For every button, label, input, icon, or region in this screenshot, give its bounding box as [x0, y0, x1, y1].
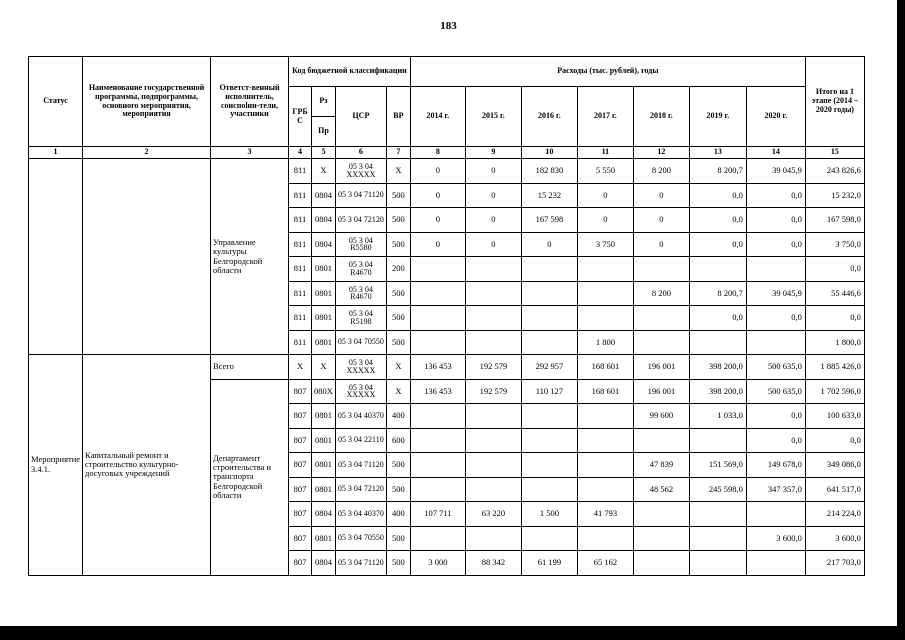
cell-grbs: X: [289, 355, 312, 380]
cell-y2014: 136 453: [410, 355, 465, 380]
cell-y2014: [410, 453, 465, 478]
cell-y2015: [465, 477, 521, 502]
col-number: 3: [211, 147, 289, 159]
cell-y2018: [633, 257, 689, 282]
col-number: 13: [689, 147, 746, 159]
cell-y2019: 245 598,0: [689, 477, 746, 502]
cell-csr: 05 3 04 XXXXX: [335, 379, 386, 404]
cell-total: 0,0: [805, 306, 864, 331]
cell-y2016: [521, 330, 577, 355]
cell-y2020: 39 045,9: [746, 159, 805, 184]
cell-y2017: [577, 257, 633, 282]
cell-y2014: [410, 257, 465, 282]
cell-y2020: 0,0: [746, 208, 805, 233]
cell-y2015: 192 579: [465, 379, 521, 404]
cell-y2014: [410, 330, 465, 355]
col-number: 7: [386, 147, 410, 159]
col-number: 14: [746, 147, 805, 159]
cell-vr: 500: [386, 477, 410, 502]
cell-y2015: [465, 257, 521, 282]
cell-grbs: 807: [289, 502, 312, 527]
header-executor: Ответст-венный исполнитель, соиспolни-тели, участники: [211, 57, 289, 147]
cell-csr: 05 3 04 R5580: [335, 232, 386, 257]
cell-y2017: 1 800: [577, 330, 633, 355]
cell-y2016: [521, 257, 577, 282]
cell-csr: 05 3 04 40370: [335, 404, 386, 429]
cell-y2015: [465, 404, 521, 429]
cell-rz: 0804: [312, 502, 336, 527]
cell-grbs: 811: [289, 257, 312, 282]
cell-y2020: 0,0: [746, 428, 805, 453]
cell-grbs: 811: [289, 183, 312, 208]
col-number: 9: [465, 147, 521, 159]
cell-rz: X: [312, 355, 336, 380]
cell-grbs: 807: [289, 379, 312, 404]
cell-y2019: 0,0: [689, 306, 746, 331]
cell-y2014: 0: [410, 183, 465, 208]
cell-vr: 400: [386, 502, 410, 527]
cell-rz: X: [312, 159, 336, 184]
cell-vr: 500: [386, 453, 410, 478]
cell-grbs: 807: [289, 551, 312, 576]
cell-grbs: 811: [289, 208, 312, 233]
cell-rz: 0801: [312, 306, 336, 331]
cell-y2017: 0: [577, 183, 633, 208]
cell-total: 55 446,6: [805, 281, 864, 306]
cell-vr: 500: [386, 551, 410, 576]
cell-y2018: 8 200: [633, 159, 689, 184]
cell-total: 100 633,0: [805, 404, 864, 429]
header-year-2018: 2018 г.: [633, 87, 689, 147]
cell-y2017: [577, 306, 633, 331]
cell-rz: 0801: [312, 257, 336, 282]
col-number: 2: [83, 147, 211, 159]
cell-y2016: [521, 281, 577, 306]
column-number-row: [29, 147, 865, 159]
cell-total: 3 750,0: [805, 232, 864, 257]
header-budget-code: Код бюджетной классификации: [289, 57, 411, 87]
cell-y2016: [521, 404, 577, 429]
status-cell: Мероприятие 3.4.1.: [29, 355, 83, 576]
budget-table: [28, 56, 865, 576]
cell-y2015: [465, 526, 521, 551]
cell-y2019: 0,0: [689, 208, 746, 233]
cell-csr: 05 3 04 70550: [335, 330, 386, 355]
cell-grbs: 807: [289, 526, 312, 551]
header-total: Итого на 1 этапе (2014 – 2020 годы): [805, 57, 864, 147]
cell-y2016: [521, 477, 577, 502]
name-cell: Капитальный ремонт и строительство культурно-досуговых учреждений: [83, 355, 211, 576]
header-rz: Рз: [312, 87, 336, 117]
cell-grbs: 811: [289, 159, 312, 184]
col-number: 5: [312, 147, 336, 159]
cell-vr: X: [386, 159, 410, 184]
cell-total: 0,0: [805, 428, 864, 453]
table-row: [29, 159, 865, 184]
header-name: Наименование государственной программы, подпрограммы, основного мероприятия, мероприятия: [83, 57, 211, 147]
cell-rz: 0804: [312, 183, 336, 208]
cell-y2020: 39 045,9: [746, 281, 805, 306]
cell-y2017: 41 793: [577, 502, 633, 527]
cell-y2020: [746, 551, 805, 576]
cell-y2017: [577, 526, 633, 551]
header-expenses: Расходы (тыс. рублей), годы: [410, 57, 805, 87]
cell-y2018: 47 839: [633, 453, 689, 478]
cell-y2017: 168 601: [577, 379, 633, 404]
cell-y2019: [689, 257, 746, 282]
cell-vr: X: [386, 379, 410, 404]
cell-y2015: 63 220: [465, 502, 521, 527]
col-number: 11: [577, 147, 633, 159]
cell-y2019: [689, 428, 746, 453]
cell-y2016: 15 232: [521, 183, 577, 208]
cell-y2017: 0: [577, 208, 633, 233]
header-pr: Пр: [312, 117, 336, 147]
cell-grbs: 807: [289, 453, 312, 478]
cell-y2016: [521, 526, 577, 551]
cell-y2015: 0: [465, 183, 521, 208]
cell-y2018: [633, 551, 689, 576]
cell-y2018: [633, 330, 689, 355]
cell-vr: 500: [386, 526, 410, 551]
cell-y2019: 398 200,0: [689, 355, 746, 380]
cell-grbs: 811: [289, 306, 312, 331]
cell-y2014: 0: [410, 208, 465, 233]
cell-csr: 05 3 04 71120: [335, 183, 386, 208]
cell-y2015: 0: [465, 208, 521, 233]
cell-grbs: 811: [289, 232, 312, 257]
executor-cell: Департамент строительства и транспорта Белгородской области: [211, 379, 289, 575]
cell-grbs: 807: [289, 404, 312, 429]
cell-y2017: [577, 404, 633, 429]
cell-grbs: 807: [289, 428, 312, 453]
col-number: 1: [29, 147, 83, 159]
cell-total: 214 224,0: [805, 502, 864, 527]
header-grbs: ГРБ С: [289, 87, 312, 147]
cell-y2014: 107 711: [410, 502, 465, 527]
cell-y2020: 3 600,0: [746, 526, 805, 551]
cell-total: 1 800,0: [805, 330, 864, 355]
cell-vr: 600: [386, 428, 410, 453]
cell-y2020: [746, 257, 805, 282]
cell-y2018: [633, 526, 689, 551]
cell-rz: 0804: [312, 208, 336, 233]
cell-y2020: 347 357,0: [746, 477, 805, 502]
cell-vr: 500: [386, 281, 410, 306]
cell-total: 15 232,0: [805, 183, 864, 208]
cell-vr: X: [386, 355, 410, 380]
cell-csr: 05 3 04 R4670: [335, 257, 386, 282]
cell-y2018: 0: [633, 208, 689, 233]
col-number: 15: [805, 147, 864, 159]
cell-y2017: 168 601: [577, 355, 633, 380]
cell-y2016: [521, 453, 577, 478]
cell-rz: 080X: [312, 379, 336, 404]
cell-total: 641 517,0: [805, 477, 864, 502]
cell-y2019: 0,0: [689, 232, 746, 257]
header-year-2017: 2017 г.: [577, 87, 633, 147]
table-row-total: [29, 355, 865, 380]
cell-y2020: 0,0: [746, 232, 805, 257]
cell-y2014: 3 000: [410, 551, 465, 576]
cell-y2019: 0,0: [689, 183, 746, 208]
header-csr: ЦСР: [335, 87, 386, 147]
cell-rz: 0804: [312, 551, 336, 576]
cell-vr: 200: [386, 257, 410, 282]
cell-y2018: [633, 428, 689, 453]
cell-y2019: 151 569,0: [689, 453, 746, 478]
header-vr: ВР: [386, 87, 410, 147]
cell-csr: 05 3 04 72120: [335, 208, 386, 233]
cell-csr: 05 3 04 22110: [335, 428, 386, 453]
cell-y2019: 1 033,0: [689, 404, 746, 429]
cell-y2016: 167 598: [521, 208, 577, 233]
cell-rz: 0801: [312, 281, 336, 306]
cell-y2018: 0: [633, 183, 689, 208]
cell-csr: 05 3 04 R4670: [335, 281, 386, 306]
cell-y2018: 8 200: [633, 281, 689, 306]
cell-y2020: [746, 502, 805, 527]
cell-y2015: [465, 428, 521, 453]
cell-y2018: 196 001: [633, 355, 689, 380]
cell-vr: 500: [386, 306, 410, 331]
cell-total: 1 702 596,0: [805, 379, 864, 404]
cell-y2020: [746, 330, 805, 355]
cell-y2017: [577, 453, 633, 478]
cell-y2019: 8 200,7: [689, 281, 746, 306]
header-year-2015: 2015 г.: [465, 87, 521, 147]
cell-y2016: [521, 306, 577, 331]
cell-y2015: 0: [465, 159, 521, 184]
cell-y2016: 110 127: [521, 379, 577, 404]
col-number: 4: [289, 147, 312, 159]
cell-y2017: 65 162: [577, 551, 633, 576]
cell-y2014: 136 453: [410, 379, 465, 404]
cell-y2017: [577, 477, 633, 502]
cell-csr: 05 3 04 R5198: [335, 306, 386, 331]
col-number: 10: [521, 147, 577, 159]
executor-cell: Управление культуры Белгородской области: [211, 159, 289, 355]
cell-y2020: 0,0: [746, 183, 805, 208]
cell-y2014: [410, 526, 465, 551]
cell-total: 349 086,0: [805, 453, 864, 478]
cell-y2018: 99 600: [633, 404, 689, 429]
cell-y2015: [465, 453, 521, 478]
cell-y2018: 0: [633, 232, 689, 257]
cell-csr: 05 3 04 71120: [335, 551, 386, 576]
col-number: 12: [633, 147, 689, 159]
cell-rz: 0801: [312, 453, 336, 478]
cell-y2018: [633, 502, 689, 527]
header-year-2016: 2016 г.: [521, 87, 577, 147]
header-year-2020: 2020 г.: [746, 87, 805, 147]
cell-grbs: 807: [289, 477, 312, 502]
name-cell-empty: [83, 159, 211, 355]
cell-y2020: 0,0: [746, 306, 805, 331]
col-number: 6: [335, 147, 386, 159]
status-cell-empty: [29, 159, 83, 355]
cell-y2015: [465, 306, 521, 331]
cell-vr: 500: [386, 183, 410, 208]
cell-csr: 05 3 04 40370: [335, 502, 386, 527]
cell-rz: 0801: [312, 330, 336, 355]
cell-vr: 500: [386, 208, 410, 233]
cell-csr: 05 3 04 70550: [335, 526, 386, 551]
cell-y2019: [689, 526, 746, 551]
cell-y2019: [689, 330, 746, 355]
cell-y2014: [410, 306, 465, 331]
cell-csr: 05 3 04 XXXXX: [335, 355, 386, 380]
header-year-2019: 2019 г.: [689, 87, 746, 147]
header-status: Статус: [29, 57, 83, 147]
cell-csr: 05 3 04 72120: [335, 477, 386, 502]
cell-y2020: 500 635,0: [746, 355, 805, 380]
cell-y2019: 398 200,0: [689, 379, 746, 404]
cell-y2019: [689, 502, 746, 527]
cell-y2016: 61 199: [521, 551, 577, 576]
cell-csr: 05 3 04 XXXXX: [335, 159, 386, 184]
cell-total: 167 598,0: [805, 208, 864, 233]
cell-grbs: 811: [289, 281, 312, 306]
cell-total: 0,0: [805, 257, 864, 282]
cell-y2019: 8 200,7: [689, 159, 746, 184]
cell-y2014: [410, 428, 465, 453]
cell-rz: 0801: [312, 477, 336, 502]
cell-y2017: [577, 428, 633, 453]
cell-y2020: 500 635,0: [746, 379, 805, 404]
cell-grbs: 811: [289, 330, 312, 355]
cell-vr: 400: [386, 404, 410, 429]
cell-vr: 500: [386, 232, 410, 257]
cell-y2019: [689, 551, 746, 576]
cell-y2014: [410, 281, 465, 306]
cell-y2017: [577, 281, 633, 306]
cell-y2020: 0,0: [746, 404, 805, 429]
cell-y2015: 192 579: [465, 355, 521, 380]
cell-y2018: [633, 306, 689, 331]
cell-y2015: [465, 281, 521, 306]
cell-y2015: 88 342: [465, 551, 521, 576]
cell-y2018: 48 562: [633, 477, 689, 502]
cell-total: 243 826,6: [805, 159, 864, 184]
cell-rz: 0801: [312, 404, 336, 429]
header-year-2014: 2014 г.: [410, 87, 465, 147]
cell-y2015: [465, 330, 521, 355]
cell-y2014: 0: [410, 232, 465, 257]
cell-y2018: 196 001: [633, 379, 689, 404]
cell-csr: 05 3 04 71120: [335, 453, 386, 478]
cell-y2016: 292 957: [521, 355, 577, 380]
cell-vr: 500: [386, 330, 410, 355]
cell-y2016: 182 830: [521, 159, 577, 184]
cell-rz: 0801: [312, 526, 336, 551]
page-number: 183: [440, 20, 457, 32]
cell-y2020: 149 678,0: [746, 453, 805, 478]
cell-rz: 0804: [312, 232, 336, 257]
cell-total: 3 600,0: [805, 526, 864, 551]
cell-y2016: [521, 428, 577, 453]
cell-y2016: 1 500: [521, 502, 577, 527]
cell-y2014: [410, 477, 465, 502]
cell-y2017: 5 550: [577, 159, 633, 184]
col-number: 8: [410, 147, 465, 159]
cell-total: 217 703,0: [805, 551, 864, 576]
cell-y2014: 0: [410, 159, 465, 184]
cell-y2017: 3 750: [577, 232, 633, 257]
cell-y2015: 0: [465, 232, 521, 257]
cell-y2016: 0: [521, 232, 577, 257]
cell-total: 1 885 426,0: [805, 355, 864, 380]
total-label-cell: Всего: [211, 355, 289, 380]
cell-y2014: [410, 404, 465, 429]
cell-rz: 0801: [312, 428, 336, 453]
